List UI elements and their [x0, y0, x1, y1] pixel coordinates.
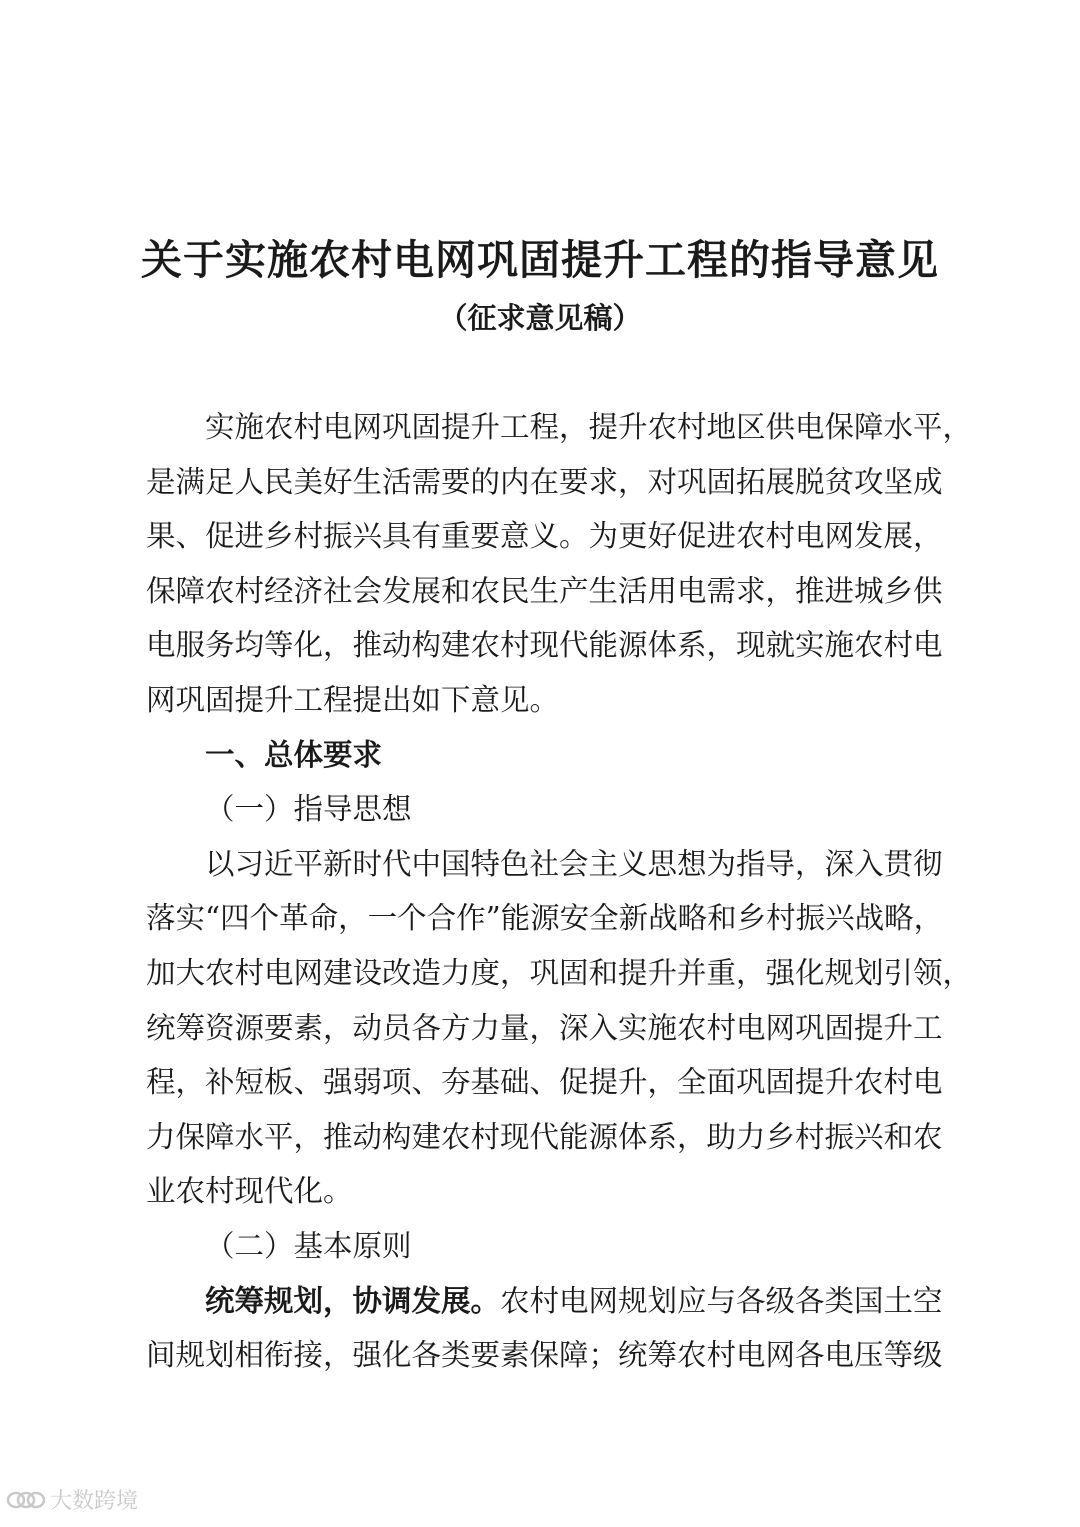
paragraph-line: 是满足人民美好生活需要的内在要求，对巩固拓展脱贫攻坚成 — [146, 464, 943, 499]
watermark — [6, 1484, 138, 1515]
paragraph-line: 间规划相衔接，强化各类要素保障；统筹农村电网各电压等级 — [146, 1338, 943, 1373]
paragraph-line: 以习近平新时代中国特色社会主义思想为指导，深入贯彻 — [205, 846, 943, 881]
paragraph-line: 落实“四个革命，一个合作”能源安全新战略和乡村振兴战略， — [146, 901, 944, 936]
watermark-text: 大数跨境 — [50, 1489, 139, 1514]
subsection-heading: （一）指导思想 — [205, 792, 412, 827]
paragraph-line — [146, 1274, 943, 1329]
subsection-heading: （二）基本原则 — [205, 1228, 412, 1263]
paragraph-line: 统筹资源要素，动员各方力量，深入实施农村电网巩固提升工 — [146, 1010, 943, 1045]
section-heading: 一、总体要求 — [205, 736, 383, 772]
paragraph-line: 实施农村电网巩固提升工程，提升农村地区供电保障水平， — [205, 410, 973, 444]
document-body — [146, 400, 973, 1383]
document-title: 关于实施农村电网巩固提升工程的指导意见 — [141, 236, 939, 284]
paragraph-line: 力保障水平，推动构建农村现代能源体系，助力乡村振兴和农 — [146, 1119, 943, 1154]
principle-title: 统筹规划，协调发展。 — [205, 1282, 501, 1318]
principle-text: 农村电网规划应与各级各类国土空 — [500, 1283, 943, 1318]
paragraph-line: 业农村现代化。 — [146, 1174, 353, 1209]
chain-link-logo-icon — [6, 1488, 46, 1512]
paragraph-line: 果、促进乡村振兴具有重要意义。为更好促进农村电网发展， — [146, 519, 943, 554]
document-subtitle: （征求意见稿） — [438, 301, 642, 335]
paragraph-line: 网巩固提升工程提出如下意见。 — [146, 682, 560, 717]
paragraph-line: 程，补短板、强弱项、夯基础、促提升，全面巩固提升农村电 — [146, 1065, 943, 1100]
paragraph-line: 加大农村电网建设改造力度，巩固和提升并重，强化规划引领， — [146, 955, 973, 990]
paragraph-line: 电服务均等化，推动构建农村现代能源体系，现就实施农村电 — [146, 628, 943, 663]
paragraph-line: 保障农村经济社会发展和农民生产生活用电需求，推进城乡供 — [146, 573, 943, 608]
